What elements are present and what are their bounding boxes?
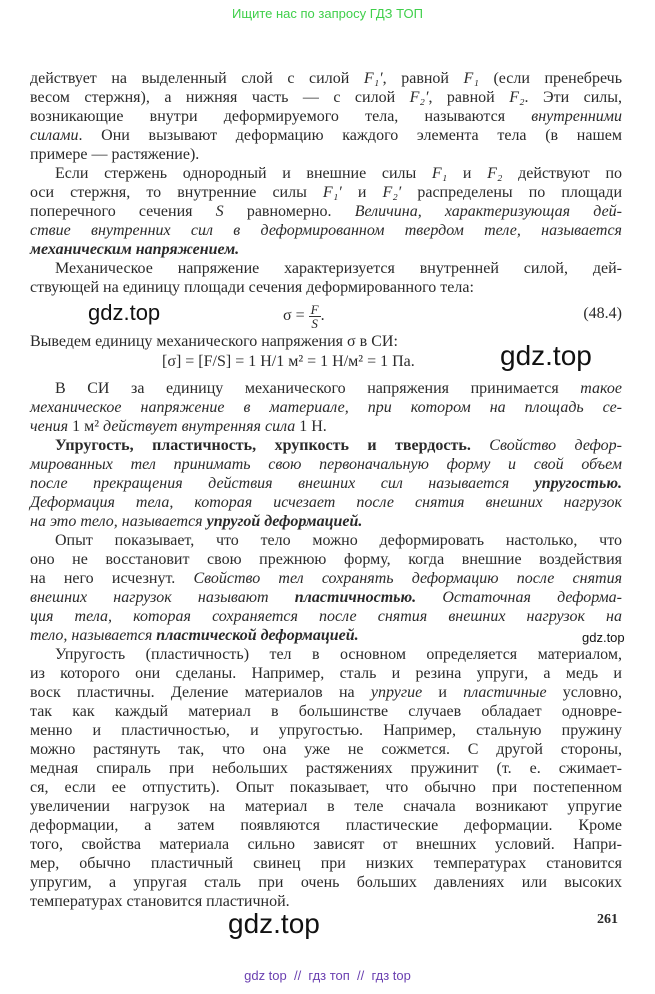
text-run: Остаточная деформа- [416, 589, 622, 606]
formula-expression: [σ] = [F/S] = 1 Н/1 м² = 1 Н/м² = 1 Па. [162, 353, 415, 370]
text-run: упругостью. [534, 475, 622, 492]
text-line [30, 145, 622, 164]
text-run: F₁′ [322, 184, 342, 201]
text-run: ся, если ее отпустить). Опыт показывает, что обычно при постепенном [30, 779, 622, 796]
fraction [309, 303, 321, 330]
text-run: Опыт показывает, что тело можно деформировать настолько, что [55, 532, 622, 549]
text-run: на это тело, называется [30, 513, 207, 530]
text-run: Выведем единицу механического напряжения σ в СИ: [30, 333, 398, 350]
text-run: упругим, а упругая сталь при очень больших давлениях или высоких [30, 874, 622, 891]
watermark: gdz.top [88, 300, 161, 325]
text-run: увеличении нагрузок на материал в теле сначала возникают упругие [30, 798, 622, 815]
text-line [30, 455, 622, 474]
text-line [30, 645, 622, 664]
text-run: . Они вызывают деформацию каждого элемента тела (в нашем [78, 127, 622, 144]
formula-tail: . [320, 307, 325, 325]
text-line [30, 259, 622, 278]
text-run: F₁ [463, 70, 479, 87]
text-line [30, 398, 622, 417]
text-run: так как каждый материал в большинстве случаев обладает одновре- [30, 703, 622, 720]
text-line [30, 702, 622, 721]
text-run: внешних нагрузок называют [30, 589, 295, 606]
text-run: F₂′ [382, 184, 402, 201]
text-line [30, 569, 622, 588]
text-line [30, 550, 622, 569]
page-body [30, 69, 622, 911]
text-run: F₂ [509, 89, 525, 106]
text-line [30, 126, 622, 145]
text-run: деформации, а затем появляются пластические деформации. Кроме [30, 817, 622, 834]
text-line [30, 740, 622, 759]
text-run: Если стержень однородный и внешние силы [55, 165, 432, 182]
text-line [30, 531, 622, 550]
text-run: , равной [428, 89, 510, 106]
text-run: температурах становится пластичной. [30, 893, 290, 910]
text-run: Упругость, пластичность, хрупкость и твердость. [55, 437, 490, 454]
text-line [30, 379, 622, 398]
text-run: Свойство тел сохранять деформацию после снятия [193, 570, 623, 587]
text-run: мер, обычно пластичный свинец при низких температурах становится [30, 855, 622, 872]
text-run: действует внутренняя сила [99, 418, 300, 435]
text-line [30, 778, 622, 797]
text-run: (если пренебречь [478, 70, 622, 87]
text-line [30, 664, 622, 683]
formula-number: (48.4) [583, 305, 622, 322]
text-run: S [215, 203, 224, 220]
text-line [30, 873, 622, 892]
formula-expression [283, 303, 325, 330]
denominator: S [311, 316, 318, 331]
text-line [30, 607, 622, 626]
text-run: поперечного сечения [30, 203, 216, 220]
text-run: весом стержня), а нижняя часть — с силой [30, 89, 410, 106]
text-run: механическое напряжение в материале, при котором на площадь се- [30, 399, 622, 416]
text-run: 1 м² [72, 418, 100, 435]
text-run: F₂ [487, 165, 503, 182]
text-run: мированных тел принимать свою первоначальную форму и свой объем [30, 456, 622, 473]
text-line [30, 278, 622, 297]
text-run: пластичностью. [294, 589, 417, 606]
text-run: . Эти силы, [524, 89, 622, 106]
text-run: и [422, 684, 464, 701]
formula-lhs: σ = [283, 307, 309, 325]
text-run: после прекращения действия внешних сил называется [30, 475, 535, 492]
text-run: ствующей на единицу площади сечения деформированного тела: [30, 279, 474, 296]
watermark: gdz.top [582, 630, 625, 645]
text-line [30, 816, 622, 835]
text-run: из которого они сделаны. Например, сталь и резина упруги, а медь и [30, 665, 622, 682]
text-line [30, 721, 622, 740]
text-run: ция тела, которая сохраняется после снятия внешних нагрузок на [30, 608, 622, 625]
text-line [30, 854, 622, 873]
footer-links: gdz top // гдз топ // гдз top [244, 968, 411, 983]
text-line [30, 797, 622, 816]
text-run: действуют по [502, 165, 623, 182]
text-line [30, 183, 622, 202]
text-run: упругие [370, 684, 423, 701]
text-run: примере — растяжение). [30, 146, 200, 163]
text-line [30, 240, 622, 259]
text-run: условно, [546, 684, 623, 701]
text-line [30, 493, 622, 512]
text-run: оно не восстановит свою прежнюю форму, когда внешние воздействия [30, 551, 622, 568]
text-line [30, 474, 622, 493]
text-line [30, 626, 622, 645]
text-run: медная спираль при небольших растяжениях пружинит (т. е. сжимает- [30, 760, 622, 777]
text-line [30, 417, 622, 436]
text-run: Величина, характеризующая дей- [354, 203, 622, 220]
text-run: можно растянуть так, что она уже не сожмется. С другой стороны, [30, 741, 622, 758]
text-run: возникающие внутри деформируемого тела, называются [30, 108, 532, 125]
text-block [30, 379, 622, 911]
watermark: gdz.top [228, 908, 320, 939]
text-run: тело, называется [30, 627, 157, 644]
text-line [30, 588, 622, 607]
text-run: F₁′ [363, 70, 383, 87]
text-run: того, свойства материала сильно зависят от внешних условий. Напри- [30, 836, 622, 853]
text-line [30, 88, 622, 107]
text-line [30, 835, 622, 854]
text-run: F₁ [431, 165, 448, 182]
numerator: F [310, 302, 319, 317]
text-run: распределены по площади [401, 184, 623, 201]
text-run: силами [30, 127, 79, 144]
text-line [30, 512, 622, 531]
text-run: Деформация тела, которая исчезает после снятия внешних нагрузок [30, 494, 622, 511]
text-run: равномерно. [223, 203, 355, 220]
text-run: и [341, 184, 383, 201]
text-run: пластичные [463, 684, 547, 701]
text-run: оси стержня, то внутренние силы [30, 184, 323, 201]
page-number: 261 [597, 912, 618, 927]
text-block [30, 69, 622, 297]
text-run: упругой деформацией. [206, 513, 363, 530]
text-run: F₂′ [409, 89, 429, 106]
text-run: менно и пластичностью, и упругостью. Например, стальную пружину [30, 722, 622, 739]
text-run: действует на выделенный слой с силой [30, 70, 364, 87]
text-run: пластической деформацией. [156, 627, 359, 644]
text-run: В СИ за единицу механического напряжения принимается [55, 380, 581, 397]
text-run: и [447, 165, 488, 182]
text-run: воск пластичны. Деление материалов на [30, 684, 371, 701]
text-run: Свойство дефор- [489, 437, 622, 454]
text-run: Упругость (пластичность) тел в основном определяется материалом, [55, 646, 622, 663]
text-run: , равной [382, 70, 464, 87]
text-line [30, 759, 622, 778]
text-line [30, 164, 622, 183]
text-run: механическим напряжением. [30, 241, 240, 258]
text-line [30, 683, 622, 702]
text-run: ствие внутренних сил в деформированном твердом теле, называется [30, 222, 622, 239]
text-run: 1 Н. [299, 418, 327, 435]
text-line [30, 892, 622, 911]
watermark: gdz.top [500, 340, 592, 371]
text-run: Механическое напряжение характеризуется внутренней силой, дей- [55, 260, 622, 277]
text-line [30, 69, 622, 88]
text-run: чения [30, 418, 73, 435]
text-line [30, 107, 622, 126]
text-line [30, 202, 622, 221]
header-banner: Ищите нас по запросу ГДЗ ТОП [232, 6, 423, 21]
text-run: внутренними [531, 108, 622, 125]
text-run: на него исчезнут. [30, 570, 194, 587]
text-line [30, 436, 622, 455]
text-run: такое [580, 380, 622, 397]
text-line [30, 221, 622, 240]
